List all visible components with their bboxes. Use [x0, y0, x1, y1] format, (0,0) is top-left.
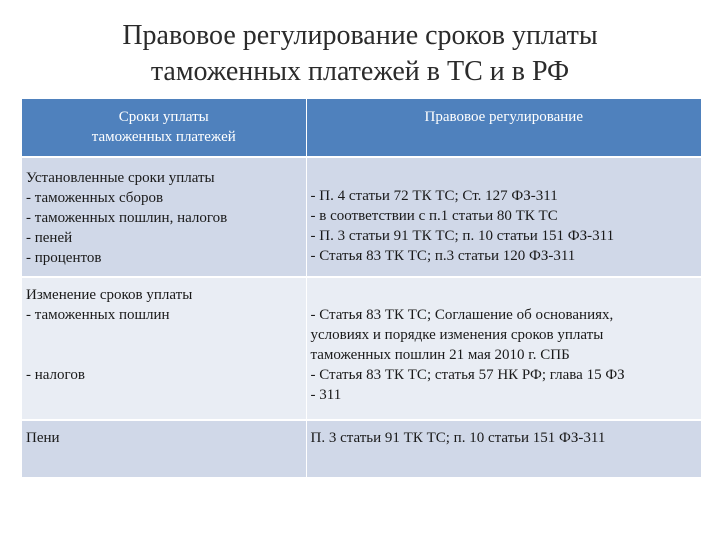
- slide-title-line-2: таможенных платежей в ТС и в РФ: [150, 56, 570, 87]
- table-cell-terms: [22, 157, 306, 277]
- list-item: - процентов: [26, 250, 102, 266]
- list-item: - таможенных пошлин, налогов: [26, 210, 228, 226]
- table-cell-terms: [22, 420, 306, 477]
- list-item: - Статья 83 ТК ТС; статья 57 НК РФ; глава 15 ФЗ: [310, 367, 625, 383]
- table-cell-terms: [22, 277, 306, 420]
- row-heading: Пени: [26, 430, 60, 446]
- table-cell-regulation: [306, 277, 701, 420]
- list-item: - налогов: [26, 367, 85, 383]
- list-item: таможенных пошлин 21 мая 2010 г. СПБ: [310, 347, 570, 363]
- table-cell-regulation: [306, 157, 701, 277]
- list-item: - таможенных сборов: [26, 190, 164, 206]
- list-item: - таможенных пошлин: [26, 307, 170, 323]
- row-heading: Изменение сроков уплаты: [26, 287, 193, 303]
- table-row: [22, 157, 701, 277]
- list-item: - пеней: [26, 230, 73, 246]
- regulation-table: [22, 99, 701, 477]
- list-item: - в соответствии с п.1 статьи 80 ТК ТС: [310, 208, 558, 224]
- table-row: [22, 420, 701, 477]
- table-header-row: [22, 99, 701, 157]
- list-item: П. 3 статьи 91 ТК ТС; п. 10 статьи 151 ФЗ-311: [310, 430, 606, 446]
- list-item: условиях и порядке изменения сроков уплаты: [310, 327, 604, 343]
- list-item: - Статья 83 ТК ТС; п.3 статьи 120 ФЗ-311: [310, 248, 576, 264]
- header-legal-regulation: Правовое регулирование: [306, 99, 701, 157]
- slide-title-line-1: Правовое регулирование сроков уплаты: [122, 20, 598, 51]
- list-item: - 311: [310, 387, 342, 403]
- list-item: - П. 3 статьи 91 ТК ТС; п. 10 статьи 151 ФЗ-311: [310, 228, 615, 244]
- header-payment-terms-line-1: Сроки уплаты: [118, 109, 209, 125]
- table-cell-regulation: [306, 420, 701, 477]
- header-payment-terms: [22, 99, 306, 157]
- list-item: - П. 4 статьи 72 ТК ТС; Ст. 127 ФЗ-311: [310, 188, 558, 204]
- slide-title: [60, 18, 660, 90]
- row-heading: Установленные сроки уплаты: [26, 170, 215, 186]
- list-item: - Статья 83 ТК ТС; Соглашение об основаниях,: [310, 307, 614, 323]
- table-row: [22, 277, 701, 420]
- header-payment-terms-line-2: таможенных платежей: [91, 129, 236, 145]
